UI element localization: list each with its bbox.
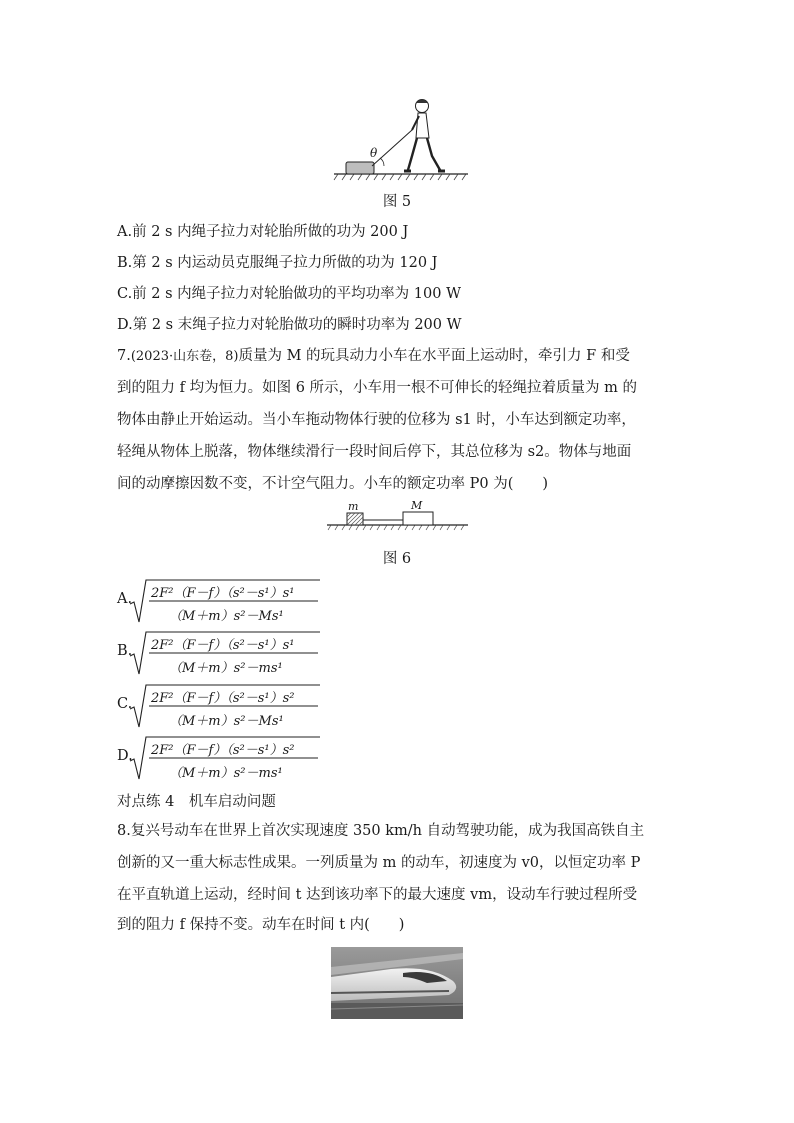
q7-line-5: 间的动摩擦因数不变，不计空气阻力。小车的额定功率 P0 为( )	[117, 476, 549, 492]
q7-line-3: 物体由静止开始运动。当小车拖动物体行驶的位移为 s1 时，小车达到额定功率，	[117, 412, 636, 428]
fraction-numerator: 2F²（F－f）（s²－s¹）s²	[151, 691, 295, 706]
q7-line-2: 到的阻力 f 均为恒力。如图 6 所示，小车用一根不可伸长的轻绳拉着质量为 m 的	[117, 380, 637, 396]
fraction-numerator: 2F²（F－f）（s²－s¹）s¹	[151, 638, 295, 653]
fraction-numerator: 2F²（F－f）（s²－s¹）s¹	[151, 586, 295, 601]
q8-line-4: 到的阻力 f 保持不变。动车在时间 t 内( )	[117, 917, 405, 933]
q8-line-1: 8.复兴号动车在世界上首次实现速度 350 km/h 自动驾驶功能，成为我国高铁自主	[117, 823, 645, 839]
q7-text-1: 质量为 M 的玩具动力小车在水平面上运动时，牵引力 F 和受	[238, 348, 630, 364]
angle-label: θ	[370, 146, 378, 160]
q8-line-3: 在平直轨道上运动，经时间 t 达到该功率下的最大速度 vm，设动车行驶过程所受	[117, 887, 638, 903]
q6-option-a: A.前 2 s 内绳子拉力对轮胎所做的功为 200 J	[117, 224, 409, 240]
label-m: m	[348, 500, 359, 513]
option-letter: D.	[117, 748, 133, 764]
figure-5-caption: 图 5	[382, 194, 412, 210]
q7-line-4: 轻绳从物体上脱落，物体继续滑行一段时间后停下，其总位移为 s2。物体与地面	[117, 444, 632, 460]
option-letter: A.	[117, 591, 133, 607]
fraction-denominator: （M＋m）s²－Ms¹	[169, 609, 284, 624]
option-letter: B.	[117, 643, 133, 659]
fraction-denominator: （M＋m）s²－ms¹	[169, 766, 283, 781]
option-letter: C.	[117, 696, 133, 712]
figure-5	[330, 92, 470, 182]
fraction-denominator: （M＋m）s²－Ms¹	[169, 714, 284, 729]
label-M: M	[411, 499, 423, 512]
q6-option-b: B.第 2 s 内运动员克服绳子拉力所做的功为 120 J	[117, 255, 438, 271]
q7-source: (2023·山东卷，8)	[130, 349, 239, 364]
section-title: 对点练 4 机车启动问题	[117, 794, 276, 810]
athlete-pulling-tire-illustration	[330, 92, 470, 182]
car-pulling-block-illustration	[325, 500, 470, 536]
q6-option-d: D.第 2 s 末绳子拉力对轮胎做功的瞬时功率为 200 W	[117, 317, 462, 333]
figure-6	[325, 500, 470, 536]
q6-option-c: C.前 2 s 内绳子拉力对轮胎做功的平均功率为 100 W	[117, 286, 461, 302]
q7-number: 7.	[117, 348, 131, 364]
q8-line-2: 创新的又一重大标志性成果。一列质量为 m 的动车，初速度为 v0，以恒定功率 P	[117, 855, 641, 871]
fraction-denominator: （M＋m）s²－ms¹	[169, 661, 283, 676]
fraction-numerator: 2F²（F－f）（s²－s¹）s²	[151, 743, 295, 758]
q7-line-1	[117, 346, 630, 367]
figure-6-caption: 图 6	[382, 551, 412, 567]
high-speed-train-photo	[331, 947, 463, 1019]
